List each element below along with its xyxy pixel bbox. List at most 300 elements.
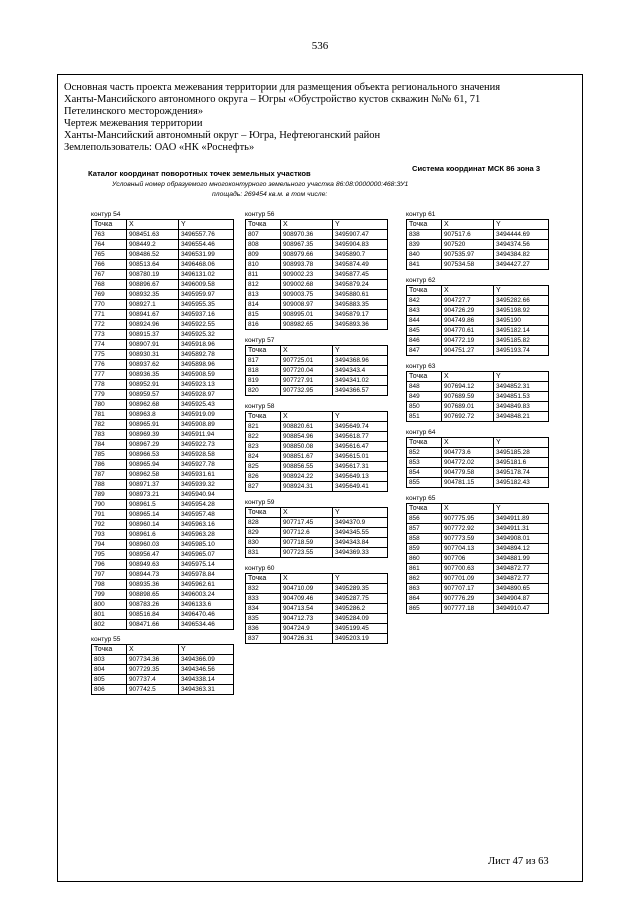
table-row — [407, 382, 549, 392]
x-cell: 908930.31 — [127, 350, 179, 360]
x-cell: 908924.31 — [281, 482, 333, 492]
y-cell: 3494444.69 — [494, 230, 549, 240]
table-row — [92, 560, 234, 570]
y-cell: 3496554.46 — [179, 240, 234, 250]
y-cell: 3495963.16 — [179, 520, 234, 530]
table-row — [92, 420, 234, 430]
x-cell: 908949.63 — [127, 560, 179, 570]
table-row — [92, 540, 234, 550]
x-cell: 908516.84 — [127, 610, 179, 620]
point-cell: 766 — [92, 260, 127, 270]
table-row — [92, 580, 234, 590]
x-cell: 908898.65 — [127, 590, 179, 600]
x-cell: 904749.86 — [442, 316, 494, 326]
point-cell: 825 — [246, 462, 281, 472]
x-cell: 908924.22 — [281, 472, 333, 482]
header-x: X — [281, 220, 333, 230]
y-cell: 3496557.76 — [179, 230, 234, 240]
contour-block — [245, 210, 388, 330]
y-cell: 3495883.35 — [333, 300, 388, 310]
x-cell: 908970.36 — [281, 230, 333, 240]
contour-title: контур 58 — [245, 403, 275, 410]
header-line: Ханты-Мансийского автономного округа – Югры «Обустройство кустов скважин №№ 61, 71 — [64, 94, 481, 105]
point-cell: 773 — [92, 330, 127, 340]
point-cell: 843 — [407, 306, 442, 316]
header-line: Ханты-Мансийский автономный округ – Югра, Нефтеюганский район — [64, 130, 381, 141]
y-cell: 3495879.17 — [333, 310, 388, 320]
y-cell: 3496003.24 — [179, 590, 234, 600]
x-cell: 904773.6 — [442, 448, 494, 458]
point-cell: 855 — [407, 478, 442, 488]
y-cell: 3495937.16 — [179, 310, 234, 320]
point-cell: 793 — [92, 530, 127, 540]
table-row — [407, 296, 549, 306]
header-point: Точка — [407, 286, 442, 296]
point-cell: 852 — [407, 448, 442, 458]
point-cell: 791 — [92, 510, 127, 520]
y-cell: 3495908.89 — [179, 420, 234, 430]
x-cell: 908780.19 — [127, 270, 179, 280]
header-point: Точка — [407, 220, 442, 230]
y-cell: 3495927.78 — [179, 460, 234, 470]
point-cell: 786 — [92, 460, 127, 470]
table-row — [407, 544, 549, 554]
point-cell: 782 — [92, 420, 127, 430]
point-cell: 809 — [246, 250, 281, 260]
y-cell: 3494368.96 — [333, 356, 388, 366]
x-cell: 908471.66 — [127, 620, 179, 630]
contour-block — [245, 564, 388, 644]
contour-block — [91, 210, 234, 630]
table-row — [246, 538, 388, 548]
contour-title: контур 60 — [245, 565, 275, 572]
header-y: Y — [333, 508, 388, 518]
table-row — [92, 270, 234, 280]
y-cell: 3495618.77 — [333, 432, 388, 442]
header-point: Точка — [92, 645, 127, 655]
table-row — [92, 280, 234, 290]
header-point: Точка — [246, 574, 281, 584]
y-cell: 3494881.99 — [494, 554, 549, 564]
point-cell: 764 — [92, 240, 127, 250]
header-y: Y — [333, 412, 388, 422]
y-cell: 3495286.2 — [333, 604, 388, 614]
table-row — [407, 594, 549, 604]
y-cell: 3494345.55 — [333, 528, 388, 538]
x-cell: 907777.18 — [442, 604, 494, 614]
table-header-row — [246, 574, 388, 584]
header-point: Точка — [407, 372, 442, 382]
coordinates-table — [245, 507, 388, 558]
y-cell: 3495908.59 — [179, 370, 234, 380]
x-cell: 908963.8 — [127, 410, 179, 420]
table-header-row — [246, 220, 388, 230]
x-cell: 908969.39 — [127, 430, 179, 440]
x-cell: 908965.91 — [127, 420, 179, 430]
table-row — [92, 300, 234, 310]
y-cell: 3495185.82 — [494, 336, 549, 346]
x-cell: 908850.08 — [281, 442, 333, 452]
table-row — [246, 614, 388, 624]
x-cell: 904772.02 — [442, 458, 494, 468]
x-cell: 907772.92 — [442, 524, 494, 534]
header-x: X — [442, 504, 494, 514]
contour-block — [91, 635, 234, 695]
table-row — [92, 610, 234, 620]
table-row — [407, 316, 549, 326]
header-y: Y — [494, 504, 549, 514]
table-row — [407, 448, 549, 458]
point-cell: 856 — [407, 514, 442, 524]
y-cell: 3494427.27 — [494, 260, 549, 270]
x-cell: 908513.64 — [127, 260, 179, 270]
x-cell: 908783.26 — [127, 600, 179, 610]
table-row — [92, 440, 234, 450]
y-cell: 3496534.46 — [179, 620, 234, 630]
table-row — [92, 290, 234, 300]
x-cell: 907535.97 — [442, 250, 494, 260]
y-cell: 3495880.61 — [333, 290, 388, 300]
header-y: Y — [333, 220, 388, 230]
y-cell: 3496468.06 — [179, 260, 234, 270]
y-cell: 3494890.65 — [494, 584, 549, 594]
table-row — [246, 366, 388, 376]
header-x: X — [127, 220, 179, 230]
table-row — [407, 260, 549, 270]
x-cell: 907692.72 — [442, 412, 494, 422]
area-text: площадь: 269454 кв.м. в том числе: — [212, 191, 328, 198]
point-cell: 769 — [92, 290, 127, 300]
contour-block — [406, 210, 549, 270]
x-cell: 907689.01 — [442, 402, 494, 412]
table-row — [407, 240, 549, 250]
y-cell: 3495284.09 — [333, 614, 388, 624]
point-cell: 798 — [92, 580, 127, 590]
x-cell: 907727.91 — [281, 376, 333, 386]
x-cell: 908965.14 — [127, 510, 179, 520]
header-line: Основная часть проекта межевания территории для размещения объекта регионального значения — [64, 82, 501, 93]
table-row — [246, 518, 388, 528]
point-cell: 771 — [92, 310, 127, 320]
table-row — [246, 462, 388, 472]
table-row — [92, 570, 234, 580]
x-cell: 909002.68 — [281, 280, 333, 290]
table-row — [92, 685, 234, 695]
table-row — [246, 320, 388, 330]
table-row — [407, 346, 549, 356]
y-cell: 3495922.55 — [179, 320, 234, 330]
point-cell: 807 — [246, 230, 281, 240]
x-cell: 908936.35 — [127, 370, 179, 380]
x-cell: 907725.01 — [281, 356, 333, 366]
x-cell: 904751.27 — [442, 346, 494, 356]
point-cell: 772 — [92, 320, 127, 330]
point-cell: 803 — [92, 655, 127, 665]
table-row — [407, 574, 549, 584]
point-cell: 831 — [246, 548, 281, 558]
point-cell: 857 — [407, 524, 442, 534]
header-y: Y — [494, 220, 549, 230]
point-cell: 777 — [92, 370, 127, 380]
point-cell: 815 — [246, 310, 281, 320]
x-cell: 908959.57 — [127, 390, 179, 400]
x-cell: 904713.54 — [281, 604, 333, 614]
y-cell: 3495918.96 — [179, 340, 234, 350]
y-cell: 3496531.99 — [179, 250, 234, 260]
y-cell: 3495199.45 — [333, 624, 388, 634]
point-cell: 806 — [92, 685, 127, 695]
y-cell: 3495923.13 — [179, 380, 234, 390]
x-cell: 907734.36 — [127, 655, 179, 665]
table-row — [246, 422, 388, 432]
x-cell: 908915.37 — [127, 330, 179, 340]
y-cell: 3495893.36 — [333, 320, 388, 330]
conditional-number: Условный номер образуемого многоконтурного земельного участка 86:08:0000000:468:ЗУ1 — [112, 181, 409, 188]
point-cell: 818 — [246, 366, 281, 376]
table-row — [92, 480, 234, 490]
table-row — [92, 550, 234, 560]
point-cell: 792 — [92, 520, 127, 530]
y-cell: 3494851.53 — [494, 392, 549, 402]
table-header-row — [92, 645, 234, 655]
point-cell: 775 — [92, 350, 127, 360]
point-cell: 834 — [246, 604, 281, 614]
x-cell: 909003.75 — [281, 290, 333, 300]
table-header-row — [246, 412, 388, 422]
y-cell: 3495925.43 — [179, 400, 234, 410]
header-point: Точка — [92, 220, 127, 230]
point-cell: 863 — [407, 584, 442, 594]
header-y: Y — [333, 346, 388, 356]
y-cell: 3495616.47 — [333, 442, 388, 452]
coordinates-table — [91, 644, 234, 695]
table-row — [92, 390, 234, 400]
x-cell: 908961.5 — [127, 500, 179, 510]
table-row — [246, 594, 388, 604]
x-cell: 904726.31 — [281, 634, 333, 644]
table-row — [246, 270, 388, 280]
x-cell: 908993.78 — [281, 260, 333, 270]
point-cell: 822 — [246, 432, 281, 442]
x-cell: 908995.01 — [281, 310, 333, 320]
contour-column-3 — [406, 210, 549, 614]
table-row — [407, 412, 549, 422]
table-row — [246, 250, 388, 260]
y-cell: 3496470.46 — [179, 610, 234, 620]
table-row — [246, 634, 388, 644]
y-cell: 3495890.7 — [333, 250, 388, 260]
point-cell: 774 — [92, 340, 127, 350]
x-cell: 908856.55 — [281, 462, 333, 472]
point-cell: 817 — [246, 356, 281, 366]
y-cell: 3495879.24 — [333, 280, 388, 290]
point-cell: 823 — [246, 442, 281, 452]
point-cell: 795 — [92, 550, 127, 560]
y-cell: 3494346.56 — [179, 665, 234, 675]
header-point: Точка — [246, 508, 281, 518]
table-row — [92, 370, 234, 380]
header-x: X — [281, 346, 333, 356]
y-cell: 3494343.84 — [333, 538, 388, 548]
x-cell: 908952.91 — [127, 380, 179, 390]
point-cell: 814 — [246, 300, 281, 310]
table-header-row — [92, 220, 234, 230]
table-row — [407, 604, 549, 614]
point-cell: 829 — [246, 528, 281, 538]
y-cell: 3495615.01 — [333, 452, 388, 462]
x-cell: 907720.04 — [281, 366, 333, 376]
x-cell: 908982.65 — [281, 320, 333, 330]
table-row — [92, 340, 234, 350]
x-cell: 907701.09 — [442, 574, 494, 584]
y-cell: 3494872.77 — [494, 564, 549, 574]
point-cell: 861 — [407, 564, 442, 574]
table-row — [407, 230, 549, 240]
x-cell: 907706 — [442, 554, 494, 564]
table-row — [246, 300, 388, 310]
header-point: Точка — [407, 504, 442, 514]
x-cell: 907517.6 — [442, 230, 494, 240]
header-x: X — [442, 220, 494, 230]
table-row — [407, 458, 549, 468]
point-cell: 832 — [246, 584, 281, 594]
y-cell: 3495922.73 — [179, 440, 234, 450]
x-cell: 908944.73 — [127, 570, 179, 580]
contour-title: контур 64 — [406, 429, 436, 436]
table-row — [92, 520, 234, 530]
contour-block — [245, 498, 388, 558]
x-cell: 908451.63 — [127, 230, 179, 240]
y-cell: 3495649.74 — [333, 422, 388, 432]
x-cell: 907776.29 — [442, 594, 494, 604]
x-cell: 907707.17 — [442, 584, 494, 594]
header-line: Петелинского месторождения» — [64, 106, 204, 117]
table-row — [92, 600, 234, 610]
x-cell: 907775.95 — [442, 514, 494, 524]
contour-title: контур 62 — [406, 277, 436, 284]
table-row — [407, 250, 549, 260]
y-cell: 3495649.41 — [333, 482, 388, 492]
table-row — [92, 230, 234, 240]
y-cell: 3496131.02 — [179, 270, 234, 280]
header-y: Y — [179, 220, 234, 230]
point-cell: 864 — [407, 594, 442, 604]
table-row — [92, 240, 234, 250]
table-row — [92, 655, 234, 665]
y-cell: 3495957.48 — [179, 510, 234, 520]
point-cell: 819 — [246, 376, 281, 386]
table-row — [92, 320, 234, 330]
point-cell: 783 — [92, 430, 127, 440]
table-row — [246, 432, 388, 442]
point-cell: 796 — [92, 560, 127, 570]
y-cell: 3495892.78 — [179, 350, 234, 360]
y-cell: 3495939.32 — [179, 480, 234, 490]
y-cell: 3495911.94 — [179, 430, 234, 440]
x-cell: 909002.23 — [281, 270, 333, 280]
y-cell: 3495203.19 — [333, 634, 388, 644]
point-cell: 824 — [246, 452, 281, 462]
x-cell: 908962.58 — [127, 470, 179, 480]
table-row — [407, 564, 549, 574]
y-cell: 3495287.75 — [333, 594, 388, 604]
point-cell: 789 — [92, 490, 127, 500]
coordinates-table — [406, 503, 549, 614]
point-cell: 840 — [407, 250, 442, 260]
x-cell: 904770.61 — [442, 326, 494, 336]
page-number: 536 — [311, 40, 329, 52]
x-cell: 908979.66 — [281, 250, 333, 260]
x-cell: 904712.73 — [281, 614, 333, 624]
table-row — [246, 528, 388, 538]
header-x: X — [281, 412, 333, 422]
coordinates-table — [406, 219, 549, 270]
table-row — [246, 356, 388, 366]
contour-title: контур 59 — [245, 499, 275, 506]
table-row — [92, 490, 234, 500]
point-cell: 854 — [407, 468, 442, 478]
x-cell: 907737.4 — [127, 675, 179, 685]
y-cell: 3494852.31 — [494, 382, 549, 392]
point-cell: 820 — [246, 386, 281, 396]
x-cell: 908956.47 — [127, 550, 179, 560]
x-cell: 908820.61 — [281, 422, 333, 432]
y-cell: 3495955.35 — [179, 300, 234, 310]
x-cell: 907520 — [442, 240, 494, 250]
x-cell: 907742.5 — [127, 685, 179, 695]
y-cell: 3494370.9 — [333, 518, 388, 528]
point-cell: 763 — [92, 230, 127, 240]
x-cell: 907712.6 — [281, 528, 333, 538]
table-row — [92, 430, 234, 440]
point-cell: 768 — [92, 280, 127, 290]
header-point: Точка — [246, 412, 281, 422]
point-cell: 839 — [407, 240, 442, 250]
header-x: X — [442, 286, 494, 296]
x-cell: 907723.55 — [281, 548, 333, 558]
table-row — [246, 290, 388, 300]
x-cell: 904709.46 — [281, 594, 333, 604]
table-row — [407, 584, 549, 594]
x-cell: 908896.67 — [127, 280, 179, 290]
table-row — [92, 380, 234, 390]
x-cell: 908851.67 — [281, 452, 333, 462]
point-cell: 781 — [92, 410, 127, 420]
contour-title: контур 56 — [245, 211, 275, 218]
y-cell: 3495965.07 — [179, 550, 234, 560]
x-cell: 907773.59 — [442, 534, 494, 544]
x-cell: 907729.35 — [127, 665, 179, 675]
y-cell: 3495954.28 — [179, 500, 234, 510]
coordinates-table — [406, 371, 549, 422]
table-row — [92, 665, 234, 675]
table-row — [246, 240, 388, 250]
x-cell: 907718.59 — [281, 538, 333, 548]
table-row — [92, 250, 234, 260]
header-y: Y — [494, 438, 549, 448]
y-cell: 3495919.09 — [179, 410, 234, 420]
table-row — [246, 482, 388, 492]
table-row — [246, 260, 388, 270]
table-row — [246, 548, 388, 558]
point-cell: 784 — [92, 440, 127, 450]
catalog-title: Каталог координат поворотных точек земельных участков — [88, 169, 311, 178]
x-cell: 904726.29 — [442, 306, 494, 316]
table-row — [407, 468, 549, 478]
point-cell: 860 — [407, 554, 442, 564]
contour-block — [406, 362, 549, 422]
y-cell: 3494894.12 — [494, 544, 549, 554]
